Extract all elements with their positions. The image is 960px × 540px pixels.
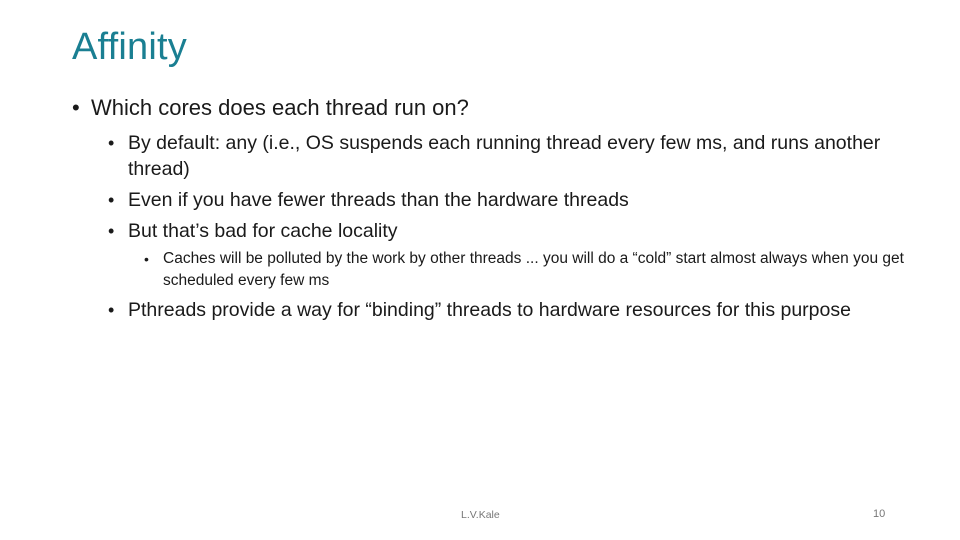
bullet-level2-cache-locality bbox=[108, 218, 898, 244]
footer-page-number: 10 bbox=[873, 508, 886, 520]
slide-title: Affinity bbox=[72, 26, 187, 68]
bullet-level2-even-if bbox=[108, 187, 898, 213]
bullet-text: By default: any (i.e., OS suspends each running thread every few ms, and runs another thread) bbox=[128, 132, 881, 180]
bullet-dot: • bbox=[108, 300, 115, 320]
bullet-text: Caches will be polluted by the work by other threads ... you will do a “cold” start almost always when you get scheduled every few ms bbox=[163, 250, 904, 289]
bullet-text: Even if you have fewer threads than the hardware threads bbox=[128, 189, 629, 211]
bullet-level3-caches-polluted bbox=[144, 248, 913, 292]
footer-author: L.V.Kale bbox=[461, 509, 500, 521]
bullet-dot: • bbox=[108, 221, 115, 241]
bullet-dot: • bbox=[108, 133, 115, 153]
bullet-level2-pthreads-binding bbox=[108, 297, 898, 323]
bullet-dot: • bbox=[108, 190, 115, 210]
bullet-text: Which cores does each thread run on? bbox=[91, 95, 469, 120]
bullet-level2-by-default bbox=[108, 130, 898, 182]
bullet-level1-which-cores bbox=[72, 94, 931, 122]
bullet-dot: • bbox=[72, 95, 80, 120]
bullet-dot: • bbox=[144, 251, 149, 267]
bullet-text: Pthreads provide a way for “binding” threads to hardware resources for this purpose bbox=[128, 299, 851, 321]
bullet-text: But that’s bad for cache locality bbox=[128, 220, 398, 242]
